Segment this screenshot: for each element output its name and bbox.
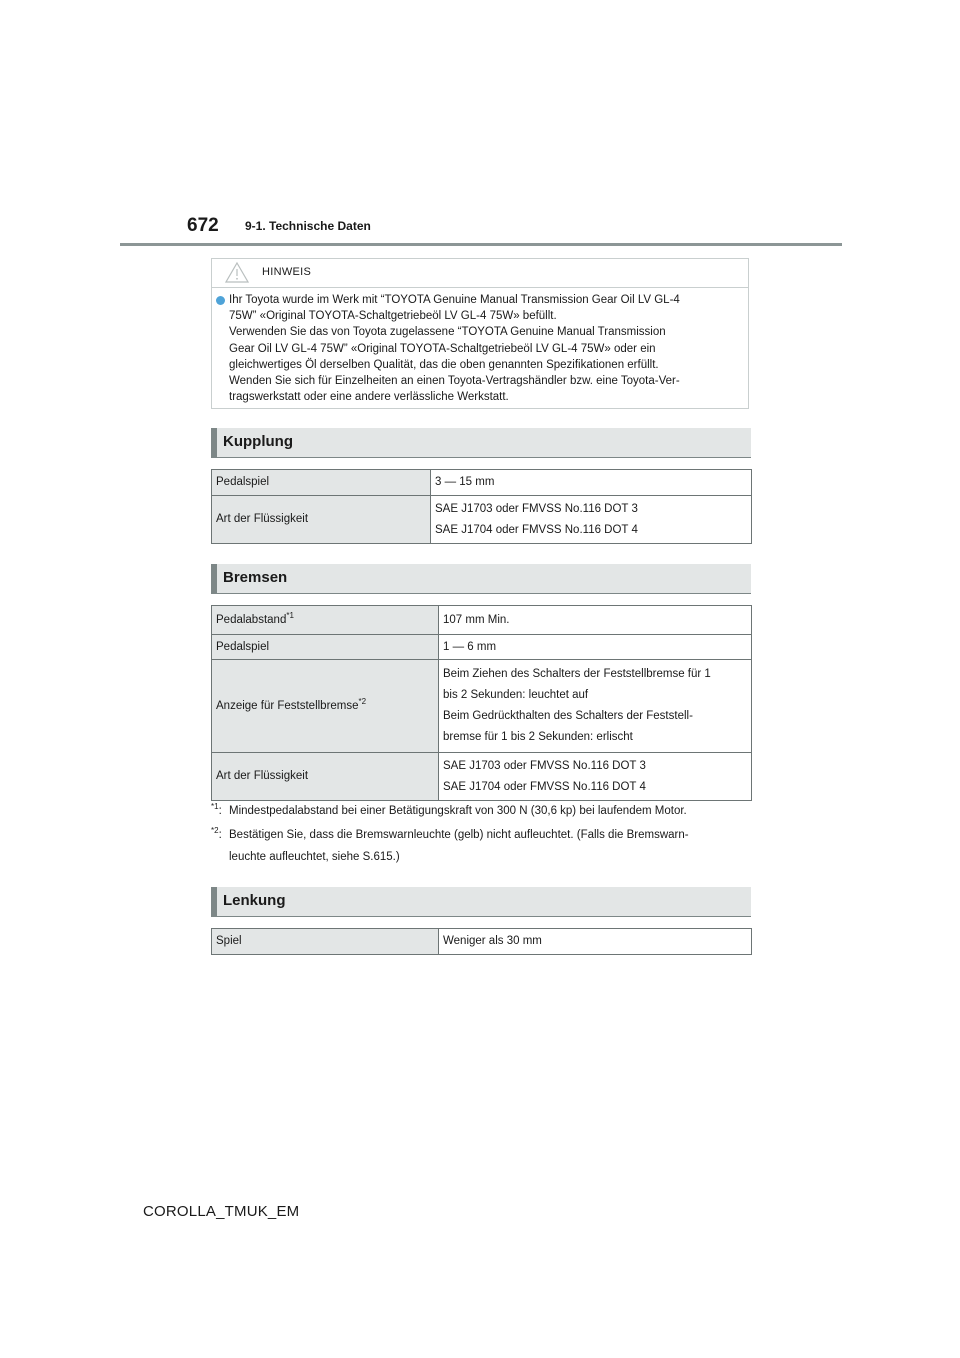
table-row xyxy=(212,635,752,660)
section-title: Bremsen xyxy=(223,569,288,586)
section-underline xyxy=(211,916,751,917)
row-value: Weniger als 30 mm xyxy=(439,929,752,955)
notice-line: 75W” «Original TOYOTA-Schaltgetriebeöl LV GL-4 75W» befüllt. xyxy=(229,310,557,323)
heading-accent-bar xyxy=(211,428,217,457)
value-line: SAE J1703 oder FMVSS No.116 DOT 3 xyxy=(435,502,638,515)
value-line: SAE J1704 oder FMVSS No.116 DOT 4 xyxy=(435,523,638,536)
row-value xyxy=(431,496,752,544)
header-divider xyxy=(120,243,842,246)
table-row xyxy=(212,496,752,544)
heading-accent-bar xyxy=(211,564,217,593)
footnote-text xyxy=(229,824,754,868)
section-title: Kupplung xyxy=(223,433,293,450)
footnote-text: Mindestpedalabstand bei einer Betätigungskraft von 300 N (30,6 kp) bei laufendem Motor. xyxy=(229,805,687,817)
value-line: Beim Ziehen des Schalters der Feststellbremse für 1 xyxy=(443,668,711,680)
footnote-ref: *1 xyxy=(286,610,294,620)
section-underline xyxy=(211,593,751,594)
footnote-mark: $^{*2}$: xyxy=(211,826,222,841)
row-label xyxy=(212,660,439,753)
row-label xyxy=(212,606,439,635)
notice-line: tragswerkstatt oder eine andere verlässliche Werkstatt. xyxy=(229,391,509,404)
label-text: Pedalabstand xyxy=(216,613,287,626)
bullet-dot-icon xyxy=(216,296,225,305)
section-heading-lenkung xyxy=(211,887,751,916)
table-row xyxy=(212,660,752,753)
row-label: Art der Flüssigkeit xyxy=(212,753,439,801)
bremsen-spec-table xyxy=(211,605,752,801)
footnote-line: leuchte aufleuchtet, siehe S.615.) xyxy=(229,851,400,863)
row-label: Art der Flüssigkeit xyxy=(212,496,431,544)
page-number: 672 xyxy=(187,215,219,236)
notice-line: gleichwertiges Öl derselben Qualität, das die oben genannten Spezifikationen erfüllt. xyxy=(229,358,659,371)
notice-box xyxy=(211,258,749,409)
table-row xyxy=(212,929,752,955)
kupplung-spec-table xyxy=(211,469,752,544)
row-label: Spiel xyxy=(212,929,439,955)
document-code: COROLLA_TMUK_EM xyxy=(143,1203,300,1220)
footnote-2 xyxy=(211,824,751,868)
row-value: 3 — 15 mm xyxy=(431,470,752,496)
value-line: bis 2 Sekunden: leuchtet auf xyxy=(443,689,589,701)
footnote-ref: *2 xyxy=(358,696,367,706)
table-row xyxy=(212,606,752,635)
row-value: 107 mm Min. xyxy=(439,606,752,635)
value-line: bremse für 1 bis 2 Sekunden: erlischt xyxy=(443,731,633,743)
notice-line: Verwenden Sie das von Toyota zugelassene “TOYOTA Genuine Manual Transmission xyxy=(229,326,666,339)
warning-triangle-icon xyxy=(225,262,249,283)
row-label: Pedalspiel xyxy=(212,470,431,496)
table-row xyxy=(212,470,752,496)
row-value xyxy=(439,660,752,753)
notice-line: Gear Oil LV GL-4 75W” «Original TOYOTA-Schaltgetriebeöl LV GL-4 75W» oder ein xyxy=(229,342,656,355)
notice-line: Wenden Sie sich für Einzelheiten an einen Toyota-Vertragshändler bzw. eine Toyota-Ver- xyxy=(229,375,680,388)
notice-divider xyxy=(212,287,748,288)
heading-accent-bar xyxy=(211,887,217,916)
section-title: Lenkung xyxy=(223,892,286,909)
row-label: Pedalspiel xyxy=(212,635,439,660)
footnote-line: Bestätigen Sie, dass die Bremswarnleuchte (gelb) nicht aufleuchtet. (Falls die Bremswarn- xyxy=(229,829,689,841)
footnote-mark: $^{*1}$: xyxy=(211,802,222,817)
notice-header xyxy=(212,259,748,285)
section-heading-kupplung xyxy=(211,428,751,457)
row-value xyxy=(439,753,752,801)
value-line: SAE J1703 oder FMVSS No.116 DOT 3 xyxy=(443,759,646,772)
section-heading-bremsen xyxy=(211,564,751,593)
notice-text xyxy=(229,292,741,405)
chapter-title: 9-1. Technische Daten xyxy=(245,219,371,233)
notice-line: Ihr Toyota wurde im Werk mit “TOYOTA Genuine Manual Transmission Gear Oil LV GL-4 xyxy=(229,294,680,306)
value-line: SAE J1704 oder FMVSS No.116 DOT 4 xyxy=(443,780,646,793)
row-value: 1 — 6 mm xyxy=(439,635,752,660)
notice-label: HINWEIS xyxy=(262,266,312,278)
section-underline xyxy=(211,457,751,458)
label-text: Anzeige für Feststellbremse xyxy=(216,699,359,712)
value-line: Beim Gedrückthalten des Schalters der Feststell- xyxy=(443,710,693,722)
table-row xyxy=(212,753,752,801)
lenkung-spec-table xyxy=(211,928,752,955)
footnote-1 xyxy=(211,800,751,822)
